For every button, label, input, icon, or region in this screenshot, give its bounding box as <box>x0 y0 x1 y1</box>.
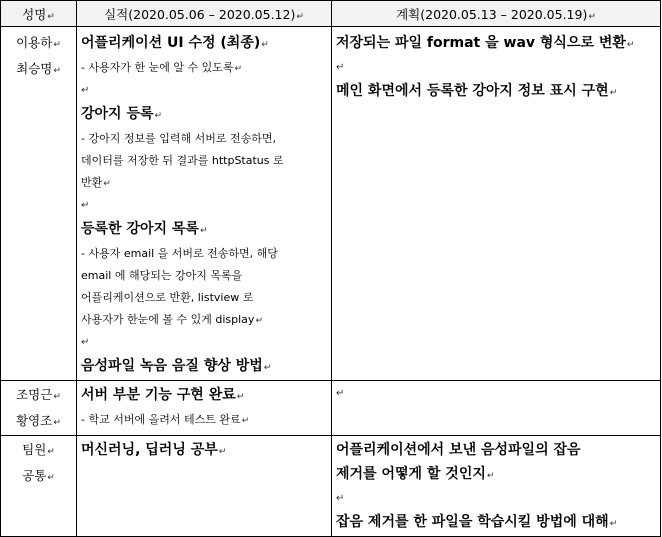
done-cell <box>77 27 332 381</box>
header-name: 성명↵ <box>1 1 77 27</box>
plan-item: 메인 화면에서 등록한 강아지 정보 표시 구현↵ <box>336 83 618 99</box>
done-detail: - 강아지 정보를 입력해 서버로 전송하면, <box>81 132 276 145</box>
done-detail: 반환↵ <box>81 176 111 189</box>
done-cell <box>77 381 332 436</box>
done-detail: 데이터를 저장한 뒤 결과를 httpStatus 로 <box>81 154 284 167</box>
plan-cell <box>332 436 661 537</box>
member-names: 팀원↵ 공통↵ <box>1 436 77 537</box>
table-row <box>1 436 661 537</box>
done-cell <box>77 436 332 537</box>
done-heading: 음성파일 녹음 음질 향상 방법↵ <box>81 358 272 374</box>
plan-cell <box>332 27 661 381</box>
done-detail: 어플리케이션으로 반환, listview 로 <box>81 291 254 304</box>
empty-paragraph: ↵ <box>81 200 90 211</box>
table-row <box>1 381 661 436</box>
plan-item: 제거를 어떻게 할 것인지↵ <box>336 466 495 482</box>
member-names: 조명근↵ 황영조↵ <box>1 381 77 436</box>
done-heading: 서버 부분 기능 구현 완료↵ <box>81 387 245 403</box>
done-detail: 사용자가 한눈에 볼 수 있게 display↵ <box>81 313 263 326</box>
header-done: 실적(2020.05.06 – 2020.05.12)↵ <box>77 1 332 27</box>
done-detail: - 학교 서버에 올려서 테스트 완료↵ <box>81 413 250 426</box>
empty-paragraph: ↵ <box>81 85 90 96</box>
empty-paragraph: ↵ <box>81 337 90 348</box>
header-plan: 계획(2020.05.13 – 2020.05.19)↵ <box>332 1 661 27</box>
header-row <box>1 1 661 27</box>
done-detail: email 에 해당되는 강아지 목록을 <box>81 269 243 282</box>
member-names: 이용하↵ 최승명↵ <box>1 27 77 381</box>
done-heading: 등록한 강아지 목록↵ <box>81 221 208 237</box>
done-heading: 머신러닝, 딥러닝 공부↵ <box>81 442 227 458</box>
empty-paragraph: ↵ <box>336 388 345 399</box>
plan-item: 어플리케이션에서 보낸 음성파일의 잡음 <box>336 442 581 458</box>
table-row <box>1 27 661 381</box>
done-detail: - 사용자가 한 눈에 알 수 있도록↵ <box>81 61 243 74</box>
done-detail: - 사용자 email 을 서버로 전송하면, 해당 <box>81 247 278 260</box>
done-heading: 어플리케이션 UI 수정 (최종)↵ <box>81 35 269 51</box>
done-heading: 강아지 등록↵ <box>81 106 163 122</box>
plan-cell <box>332 381 661 436</box>
plan-item: 저장되는 파일 format 을 wav 형식으로 변환↵ <box>336 35 635 51</box>
plan-item: 잡음 제거를 한 파일을 학습시킬 방법에 대해↵ <box>336 514 618 530</box>
empty-paragraph: ↵ <box>336 62 345 73</box>
empty-paragraph: ↵ <box>336 493 345 504</box>
